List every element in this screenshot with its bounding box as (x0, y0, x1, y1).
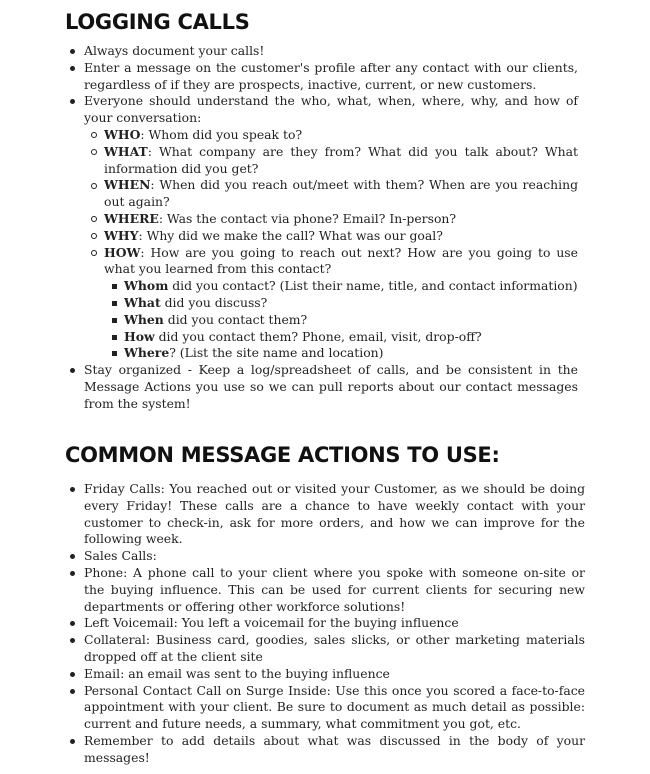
list-item-what (104, 144, 578, 178)
list-item-how (104, 245, 578, 363)
list-item: Remember to add details about what was discussed in the body of your messages! (84, 732, 585, 765)
list-item-text: Everyone should understand the who, what, when, where, why, and how of your conversation: (84, 93, 578, 126)
item-label: WHO (104, 126, 141, 142)
item-text: did you contact them? Phone, email, visit, drop-off? (154, 328, 482, 344)
item-label: WHAT (104, 143, 148, 159)
item-label: What (124, 294, 161, 310)
list-item-why (104, 228, 578, 245)
item-text: : When did you reach out/meet with them? When are you reaching out again? (104, 177, 578, 210)
item-label: WHEN (104, 177, 151, 193)
list-item (84, 93, 578, 362)
item-label: Where (124, 345, 170, 361)
item-text: : Why did we make the call? What was our goal? (138, 227, 443, 243)
list-item: Personal Contact Call on Surge Inside: Use this once you scored a face-to-face appointment with your client. Be sure to document as much detail as possible: current and future needs, a summary, what commitment you got, etc. (84, 682, 585, 732)
sub-item-what (124, 295, 578, 312)
item-text: : Whom did you speak to? (140, 126, 303, 142)
item-text: did you contact? (List their name, title, and contact information) (168, 278, 578, 294)
list-item-where (104, 211, 578, 228)
list-item: Collateral: Business card, goodies, sales slicks, or other marketing materials dropped off at the client site (84, 632, 585, 664)
item-label: WHERE (104, 210, 159, 226)
list-item: Sales Calls: (84, 548, 585, 565)
sub-item-where (124, 345, 578, 362)
item-text: : Was the contact via phone? Email? In-person? (158, 210, 457, 226)
item-label: How (124, 328, 155, 344)
item-label: Whom (124, 278, 169, 294)
item-text: ? (List the site name and location) (169, 345, 384, 361)
list-item: Stay organized - Keep a log/spreadsheet of calls, and be consistent in the Message Actions you use so we can pull reports about our contact messages from the system! (84, 362, 578, 411)
five-w-list (104, 127, 578, 362)
section-title-logging-calls: LOGGING CALLS (65, 10, 250, 34)
sub-item-how (124, 329, 578, 346)
item-text: : What company are they from? What did you talk about? What information did you get? (104, 143, 578, 176)
sub-item-when (124, 312, 578, 329)
sub-item-whom (124, 278, 578, 295)
logging-calls-list (84, 43, 578, 413)
list-item: Friday Calls: You reached out or visited your Customer, as we should be doing every Friday! These calls are a chance to have weekly contact with your customer to check-in, ask for more orders, and how we can improve for the following week. (84, 481, 585, 547)
message-actions-list (84, 481, 585, 767)
item-text: did you discuss? (160, 294, 268, 310)
item-label: HOW (104, 244, 141, 260)
how-sub-list (124, 278, 578, 362)
list-item: Email: an email was sent to the buying influence (84, 666, 585, 683)
list-item: Phone: A phone call to your client where you spoke with someone on-site or the buying influence. This can be used for current clients for securing new departments or offering other workforce solutions! (84, 564, 585, 614)
item-label: WHY (104, 227, 139, 243)
item-text: : How are you going to reach out next? How are you going to use what you learned from this contact? (104, 244, 578, 277)
list-item-who (104, 127, 578, 144)
list-item: Left Voicemail: You left a voicemail for the buying influence (84, 615, 585, 632)
list-item: Enter a message on the customer's profile after any contact with our clients, regardless of if they are prospects, inactive, current, or new customers. (84, 59, 578, 92)
section-title-message-actions: COMMON MESSAGE ACTIONS TO USE: (65, 443, 500, 467)
item-text: did you contact them? (163, 311, 308, 327)
list-item-when (104, 177, 578, 211)
list-item: Always document your calls! (84, 43, 578, 60)
item-label: When (124, 311, 164, 327)
